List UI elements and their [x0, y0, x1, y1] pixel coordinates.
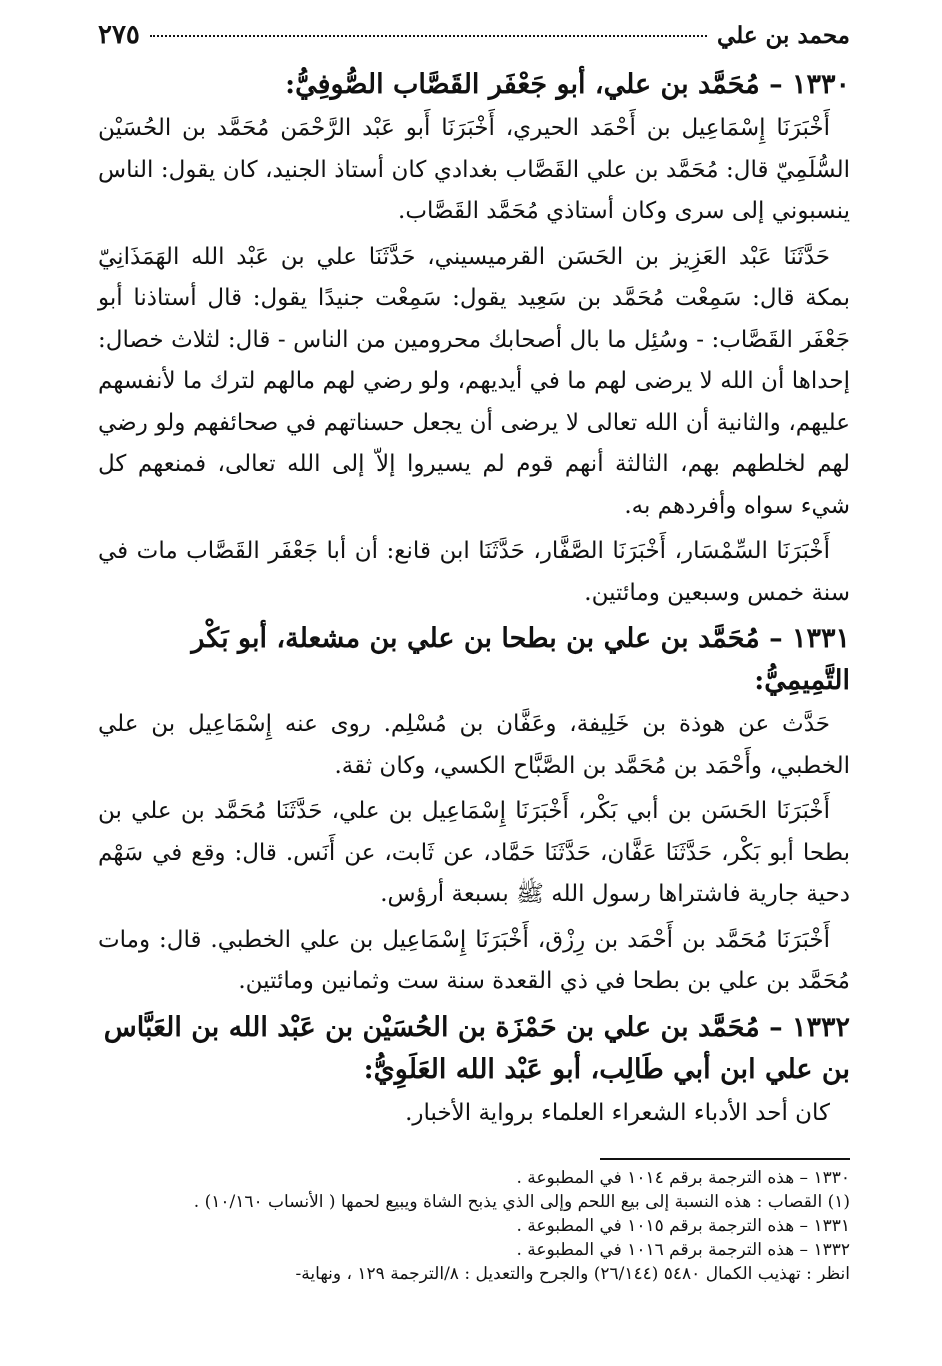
- footnote: (١) القصاب : هذه النسبة إلى بيع اللحم وإلى الذي يذبح الشاة ويبيع لحمها ( الأنساب ١٠/١٦٠) .: [193, 1192, 850, 1212]
- footnote: ١٣٣٢ – هذه الترجمة برقم ١٠١٦ في المطبوعة .: [516, 1240, 850, 1260]
- running-head: محمد بن علي: [717, 22, 850, 49]
- footnotes: [98, 1166, 850, 1286]
- footnote: ١٣٣٠ – هذه الترجمة برقم ١٠١٤ في المطبوعة .: [516, 1168, 850, 1188]
- page-number: ٢٧٥: [98, 20, 140, 50]
- entry-paragraph: حَدَّث عن هوذة بن خَلِيفة، وعَفَّان بن مُسْلِم. روى عنه إِسْمَاعِيل بن علي الخطبي، وأَحْمَد بن مُحَمَّد بن الصَّبَّاح الكسي، وكان ثقة.: [98, 711, 850, 779]
- entry-title: ١٣٣٢ – مُحَمَّد بن علي بن حَمْزَة بن الحُسَيْن بن عَبْد الله بن العَبَّاس بن علي ابن أبي طَالِب، أبو عَبْد الله العَلَوِيُّ:: [103, 1011, 850, 1085]
- entry-title: ١٣٣١ – مُحَمَّد بن علي بن بطحا بن علي بن مشعلة، أبو بَكْر التَّمِيمِيُّ:: [191, 623, 850, 696]
- entry-title: ١٣٣٠ – مُحَمَّد بن علي، أبو جَعْفَر القَصَّاب الصُّوفِيُّ:: [285, 69, 850, 100]
- footnote-divider: [600, 1158, 850, 1160]
- entry-paragraph: حَدَّثَنَا عَبْد العَزِيز بن الحَسَن القرميسيني، حَدَّثَنَا علي بن عَبْد الله الهَمَذَانِيّ بمكة قال: سَمِعْت مُحَمَّد بن سَعِيد يقول: سَمِعْت جنيدًا يقول: قال أستاذنا أبو جَعْفَر القَصَّاب: - وسُئِل ما بال أصحابك محرومين من الناس - قال: لثلاث خصال: إحداها أن الله لا يرضى لهم ما في أيديهم، ولو رضي لهم مالهم لترك ما لأنفسهم عليهم، والثانية أن الله تعالى لا يرضى أن يجعل حسناتهم في صحائفهم ولو رضي لهم لخلطهم بهم، الثالثة أنهم قوم لم يسيروا إلاّ إلى الله تعالى، فمنعهم كل شيء سواه وأفردهم به.: [98, 243, 850, 519]
- header-leader-dots: [150, 35, 707, 37]
- entry-paragraph: أَخْبَرَنَا السِّمْسَار، أَخْبَرَنَا الصَّفَّار، حَدَّثَنَا ابن قانع: أن أبا جَعْفَر القَصَّاب مات في سنة خمس وسبعين ومائتين.: [98, 538, 850, 606]
- footnote: انظر : تهذيب الكمال ٥٤٨٠ (٢٦/١٤٤) والجرح والتعديل : ٨/الترجمة ١٢٩ ، ونهاية-: [295, 1264, 850, 1284]
- footnote: ١٣٣١ – هذه الترجمة برقم ١٠١٥ في المطبوعة .: [516, 1216, 850, 1236]
- entry-paragraph: أَخْبَرَنَا مُحَمَّد بن أَحْمَد بن رِزْق، أَخْبَرَنَا إِسْمَاعِيل بن علي الخطبي. قال: ومات مُحَمَّد بن علي بن بطحا في ذي القعدة سنة ست وثمانين ومائتين.: [98, 926, 850, 994]
- page-header: [98, 20, 850, 64]
- entry-paragraph: كان أحد الأدباء الشعراء العلماء برواية الأخبار.: [405, 1099, 830, 1126]
- entry-paragraph: أَخْبَرَنَا الحَسَن بن أبي بَكْر، أَخْبَرَنَا إِسْمَاعِيل بن علي، حَدَّثَنَا مُحَمَّد بن علي بن بطحا أبو بَكْر، حَدَّثَنَا عَفَّان، حَدَّثَنَا حَمَّاد، عن ثَابت، عن أَنَس. قال: وقع في سَهْم دحية جارية فاشتراها رسول الله ﷺ بسبعة أرؤس.: [98, 798, 850, 907]
- entry-paragraph: أَخْبَرَنَا إِسْمَاعِيل بن أَحْمَد الحيري، أَخْبَرَنَا أَبو عَبْد الرَّحْمَن مُحَمَّد بن الحُسَيْن السُّلَمِيّ قال: مُحَمَّد بن علي القَصَّاب بغدادي كان أستاذ الجنيد، كان يقول: الناس ينسبوني إلى سرى وكان أستاذي مُحَمَّد القَصَّاب.: [98, 115, 850, 224]
